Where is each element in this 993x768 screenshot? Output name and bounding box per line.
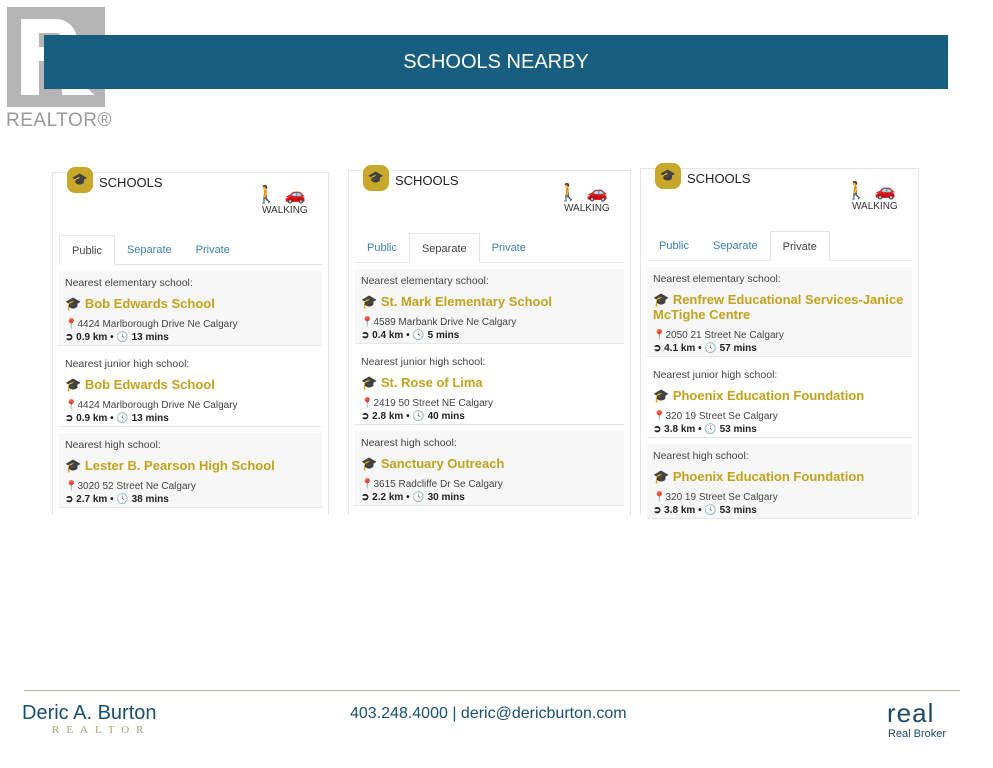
school-travel-time: 40 mins [427, 411, 465, 422]
clock-icon: 🕓 [116, 413, 132, 424]
school-address: 2419 50 Street NE Calgary [373, 398, 493, 409]
direction-icon: ➲ [361, 411, 373, 422]
agent-contact: 403.248.4000 | deric@dericburton.com [350, 705, 627, 722]
school-list-item: Nearest elementary school: 🎓 St. Mark Elementary School 📍4589 Marbank Drive Ne Calgary ➲ 0.4 km • 🕓 5 mins [355, 269, 624, 344]
map-pin-icon: 📍 [65, 400, 78, 411]
clock-icon: 🕓 [704, 505, 720, 516]
school-distance: 2.8 km [372, 411, 404, 422]
map-pin-icon: 📍 [361, 317, 374, 328]
graduation-cap-icon: 🎓 [655, 163, 681, 189]
school-travel-time: 38 mins [131, 494, 169, 505]
school-address: 3020 52 Street Ne Calgary [77, 481, 196, 492]
school-level-label: Nearest elementary school: [653, 273, 781, 285]
school-distance: 0.4 km [372, 330, 404, 341]
school-list-item: Nearest junior high school: 🎓 Bob Edwards School 📍4424 Marlborough Drive Ne Calgary ➲ 0.9 km • 🕓 13 mins [59, 352, 322, 427]
graduation-cap-icon: 🎓 [65, 458, 85, 473]
school-name-link[interactable]: St. Rose of Lima [380, 375, 483, 390]
school-list-item: Nearest junior high school: 🎓 Phoenix Education Foundation 📍320 19 Street Se Calgary ➲ 3.8 km • 🕓 53 mins [647, 363, 912, 438]
footer-divider [24, 690, 960, 691]
real-broker-logo: real [887, 698, 935, 728]
graduation-cap-icon: 🎓 [65, 296, 85, 311]
school-level-label: Nearest high school: [65, 439, 161, 451]
school-address: 3615 Radcliffe Dr Se Calgary [373, 479, 503, 490]
graduation-cap-icon: 🎓 [653, 388, 673, 403]
school-travel-time: 30 mins [427, 492, 465, 503]
school-level-label: Nearest junior high school: [361, 356, 486, 368]
tab-private[interactable]: Private [770, 231, 830, 261]
school-name-link[interactable]: Lester B. Pearson High School [84, 458, 275, 473]
school-name-link[interactable]: Phoenix Education Foundation [672, 388, 865, 403]
real-broker-label: Real Broker [888, 728, 947, 740]
school-name-link[interactable]: Sanctuary Outreach [380, 456, 505, 471]
school-type-tabs [59, 235, 322, 265]
clock-icon: 🕓 [116, 494, 132, 505]
school-travel-time: 13 mins [131, 332, 169, 343]
clock-icon: 🕓 [412, 492, 428, 503]
school-name-link[interactable]: Bob Edwards School [84, 377, 215, 392]
clock-icon: 🕓 [412, 330, 428, 341]
graduation-cap-icon: 🎓 [65, 377, 85, 392]
schools-panel [348, 170, 631, 515]
map-pin-icon: 📍 [653, 411, 666, 422]
school-address: 2050 21 Street Ne Calgary [665, 330, 784, 341]
school-level-label: Nearest elementary school: [65, 277, 193, 289]
travel-mode-label: WALKING [261, 205, 308, 216]
direction-icon: ➲ [361, 492, 373, 503]
car-icon[interactable]: 🚗 [874, 181, 904, 200]
tab-public[interactable]: Public [367, 242, 397, 254]
realtor-logo-text: REALTOR® [6, 110, 112, 131]
map-pin-icon: 📍 [653, 330, 666, 341]
tab-private[interactable]: Private [491, 242, 526, 254]
car-icon[interactable]: 🚗 [284, 185, 314, 204]
panel-title: SCHOOLS [99, 175, 171, 190]
school-address: 320 19 Street Se Calgary [665, 492, 778, 503]
agent-name: Deric A. Burton [22, 702, 157, 724]
graduation-cap-icon: 🎓 [653, 292, 673, 307]
school-level-label: Nearest high school: [653, 450, 749, 462]
agent-role: REALTOR [52, 724, 151, 736]
school-level-label: Nearest junior high school: [65, 358, 190, 370]
tab-public[interactable]: Public [659, 240, 689, 252]
school-list-item: Nearest junior high school: 🎓 St. Rose of Lima 📍2419 50 Street NE Calgary ➲ 2.8 km • 🕓 40 mins [355, 350, 624, 425]
school-distance: 0.9 km [76, 332, 108, 343]
school-address: 4589 Marbank Drive Ne Calgary [373, 317, 517, 328]
tab-separate[interactable]: Separate [126, 244, 172, 256]
map-pin-icon: 📍 [653, 492, 666, 503]
clock-icon: 🕓 [704, 424, 720, 435]
school-travel-time: 53 mins [719, 424, 757, 435]
school-distance: 4.1 km [664, 343, 696, 354]
clock-icon: 🕓 [116, 332, 132, 343]
school-distance: 0.9 km [76, 413, 108, 424]
walking-icon[interactable]: 🚶 [845, 181, 875, 200]
map-pin-icon: 📍 [361, 479, 374, 490]
school-address: 4424 Marlborough Drive Ne Calgary [77, 400, 238, 411]
travel-mode-label: WALKING [851, 201, 898, 212]
walking-icon[interactable]: 🚶 [557, 183, 587, 202]
school-address: 4424 Marlborough Drive Ne Calgary [77, 319, 238, 330]
tab-public[interactable]: Public [59, 235, 115, 265]
page-title-banner [44, 35, 948, 89]
school-name-link[interactable]: Phoenix Education Foundation [672, 469, 865, 484]
map-pin-icon: 📍 [65, 481, 78, 492]
map-pin-icon: 📍 [65, 319, 78, 330]
graduation-cap-icon: 🎓 [361, 294, 381, 309]
school-distance: 2.7 km [76, 494, 108, 505]
direction-icon: ➲ [653, 343, 665, 354]
graduation-cap-icon: 🎓 [67, 167, 93, 193]
school-type-tabs [355, 233, 624, 263]
school-distance: 3.8 km [664, 424, 696, 435]
school-name-link[interactable]: Renfrew Educational Services-Janice McTighe Centre [653, 292, 904, 322]
school-list-item: Nearest high school: 🎓 Sanctuary Outreach 📍3615 Radcliffe Dr Se Calgary ➲ 2.2 km • 🕓 30 mins [355, 431, 624, 506]
direction-icon: ➲ [653, 505, 665, 516]
school-level-label: Nearest junior high school: [653, 369, 778, 381]
direction-icon: ➲ [65, 494, 77, 505]
school-distance: 3.8 km [664, 505, 696, 516]
direction-icon: ➲ [653, 424, 665, 435]
school-level-label: Nearest elementary school: [361, 275, 489, 287]
tab-separate[interactable]: Separate [712, 240, 758, 252]
graduation-cap-icon: 🎓 [653, 469, 673, 484]
page-title: SCHOOLS NEARBY [403, 50, 589, 73]
schools-panel [640, 168, 919, 515]
panel-title: SCHOOLS [395, 173, 467, 188]
schools-panel [52, 172, 329, 515]
tab-separate[interactable]: Separate [409, 233, 480, 263]
school-distance: 2.2 km [372, 492, 404, 503]
school-travel-time: 53 mins [719, 505, 757, 516]
direction-icon: ➲ [65, 332, 77, 343]
school-name-link[interactable]: St. Mark Elementary School [380, 294, 553, 309]
direction-icon: ➲ [361, 330, 373, 341]
clock-icon: 🕓 [412, 411, 428, 422]
graduation-cap-icon: 🎓 [361, 456, 381, 471]
graduation-cap-icon: 🎓 [363, 165, 389, 191]
school-address: 320 19 Street Se Calgary [665, 411, 778, 422]
tab-private[interactable]: Private [195, 244, 230, 256]
school-list-item: Nearest high school: 🎓 Lester B. Pearson High School 📍3020 52 Street Ne Calgary ➲ 2.7 km • 🕓 38 mins [59, 433, 322, 508]
clock-icon: 🕓 [704, 343, 720, 354]
school-travel-time: 13 mins [131, 413, 169, 424]
school-travel-time: 5 mins [427, 330, 460, 341]
school-type-tabs [647, 231, 912, 261]
school-travel-time: 57 mins [719, 343, 757, 354]
walking-icon[interactable]: 🚶 [255, 185, 285, 204]
direction-icon: ➲ [65, 413, 77, 424]
panel-title: SCHOOLS [687, 171, 759, 186]
school-list-item: Nearest elementary school: 🎓 Bob Edwards School 📍4424 Marlborough Drive Ne Calgary ➲ 0.9 km • 🕓 13 mins [59, 271, 322, 346]
travel-mode-label: WALKING [563, 203, 610, 214]
school-list-item: Nearest high school: 🎓 Phoenix Education Foundation 📍320 19 Street Se Calgary ➲ 3.8 km • 🕓 53 mins [647, 444, 912, 519]
school-name-link[interactable]: Bob Edwards School [84, 296, 215, 311]
car-icon[interactable]: 🚗 [586, 183, 616, 202]
graduation-cap-icon: 🎓 [361, 375, 381, 390]
map-pin-icon: 📍 [361, 398, 374, 409]
school-level-label: Nearest high school: [361, 437, 457, 449]
school-list-item: Nearest elementary school: 🎓 Renfrew Educational Services-Janice McTighe Centre 📍2050 21 Street Ne Calgary ➲ 4.1 km • 🕓 57 mins [647, 267, 912, 357]
